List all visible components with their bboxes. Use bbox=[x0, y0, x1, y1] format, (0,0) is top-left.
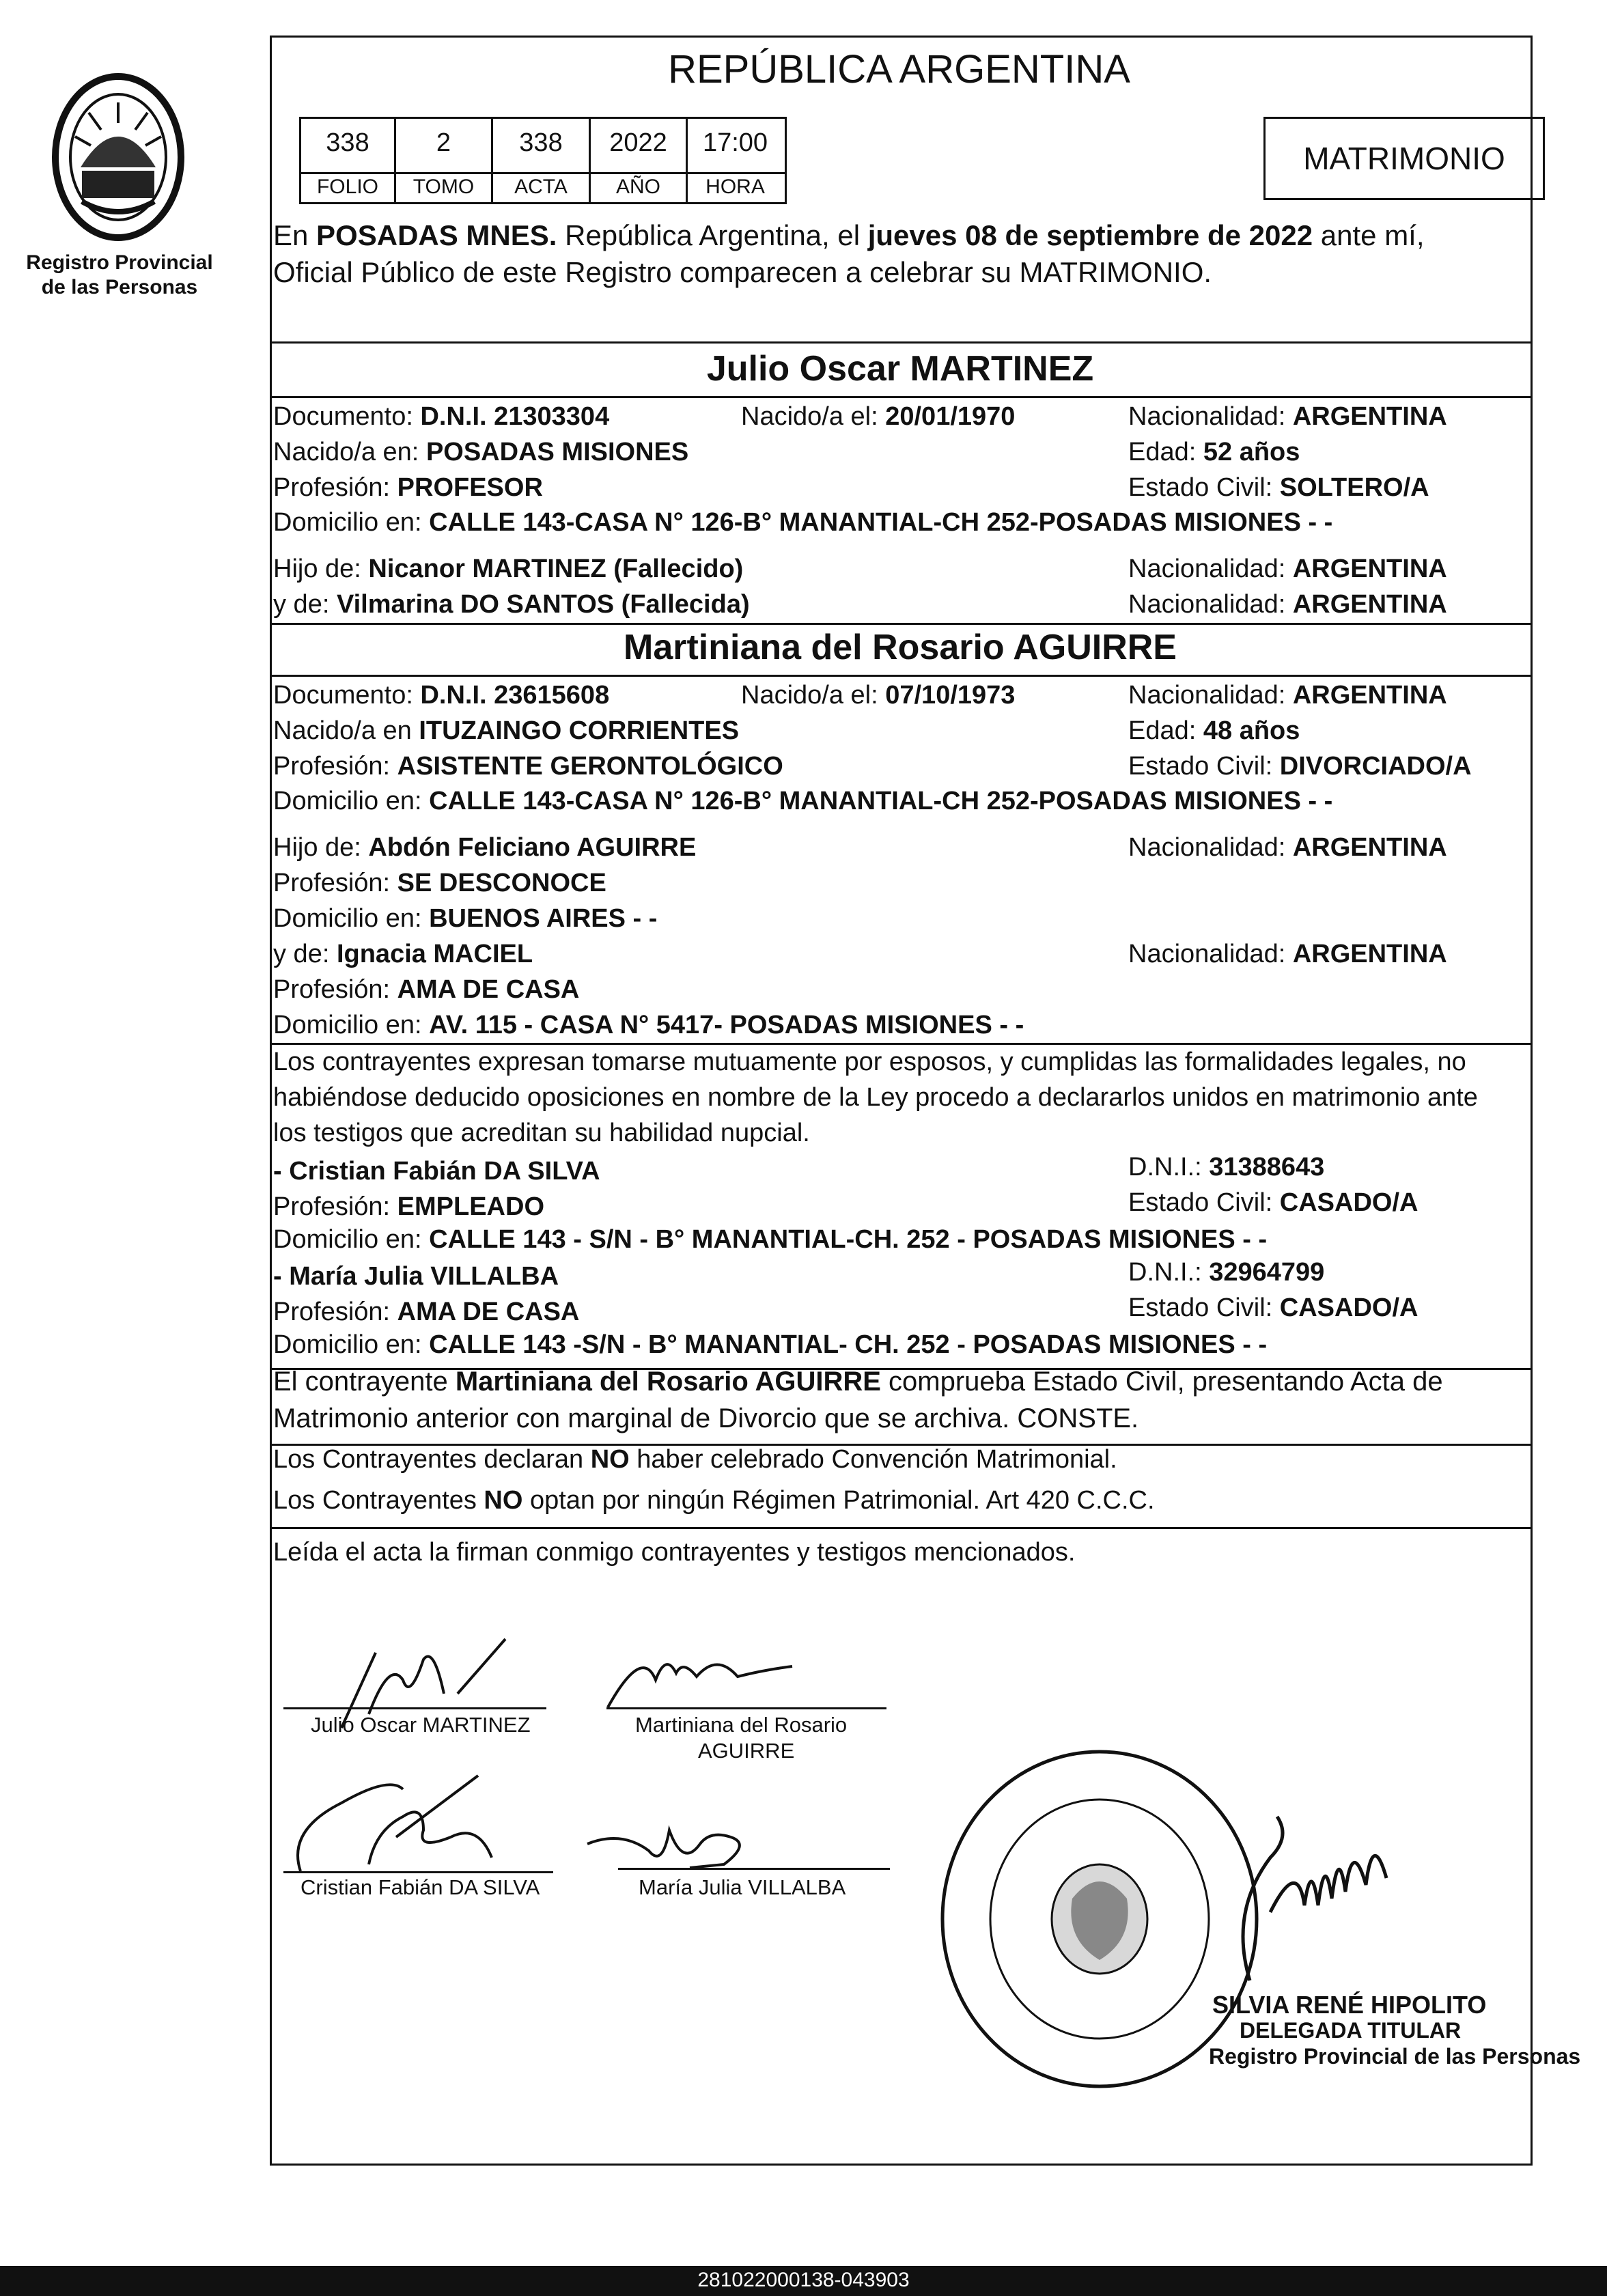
convention-line-2: Los Contrayentes NO optan por ningún Régimen Patrimonial. Art 420 C.C.C. bbox=[273, 1486, 1155, 1515]
groom-father: Hijo de: Nicanor MARTINEZ (Fallecido) bbox=[273, 555, 744, 583]
intro-line-2: Oficial Público de este Registro comparecen a celebrar su MATRIMONIO. bbox=[273, 256, 1212, 288]
seal-caption-2: de las Personas bbox=[41, 276, 198, 298]
intro-line-1: En POSADAS MNES. República Argentina, el jueves 08 de septiembre de 2022 ante mí, bbox=[273, 219, 1425, 251]
groom-birthplace: Nacido/a en: POSADAS MISIONES bbox=[273, 438, 689, 466]
officer-title: DELEGADA TITULAR bbox=[1240, 2018, 1462, 2043]
witness2-signature-name: María Julia VILLALBA bbox=[639, 1875, 846, 1899]
bride-father-addr: Domicilio en: BUENOS AIRES - - bbox=[273, 904, 658, 933]
province-seal bbox=[40, 65, 197, 249]
witness-1-prof: Profesión: EMPLEADO bbox=[273, 1192, 545, 1221]
officer-name: SILVIA RENÉ HIPOLITO bbox=[1212, 1991, 1487, 2019]
acta-value: 338 bbox=[519, 128, 563, 157]
declaration-line-2: habiéndose deducido oposiciones en nombre de la Ley procedo a declararlos unidos en matrimonio ante bbox=[273, 1083, 1478, 1112]
bride-father-nat: Nacionalidad: ARGENTINA bbox=[1128, 833, 1447, 862]
groom-mother-nat: Nacionalidad: ARGENTINA bbox=[1128, 590, 1447, 619]
witness1-signature-name: Cristian Fabián DA SILVA bbox=[301, 1875, 540, 1899]
witness-2-prof: Profesión: AMA DE CASA bbox=[273, 1298, 580, 1326]
anio-label: AÑO bbox=[615, 176, 660, 198]
hora-value: 17:00 bbox=[702, 128, 768, 157]
tomo-label: TOMO bbox=[413, 176, 475, 198]
note-line-1: El contrayente Martiniana del Rosario AGUIRRE comprueba Estado Civil, presentando Acta de bbox=[273, 1367, 1443, 1397]
declaration-line-1: Los contrayentes expresan tomarse mutuamente por esposos, y cumplidas las formalidades legales, no bbox=[273, 1048, 1466, 1076]
bride-mother: y de: Ignacia MACIEL bbox=[273, 940, 533, 968]
bride-doc: Documento: D.N.I. 23615608 bbox=[273, 681, 610, 710]
bride-father: Hijo de: Abdón Feliciano AGUIRRE bbox=[273, 833, 697, 862]
groom-address: Domicilio en: CALLE 143-CASA N° 126-B° MANANTIAL-CH 252-POSADAS MISIONES - - bbox=[273, 508, 1333, 537]
convention-line-1: Los Contrayentes declaran NO haber celebrado Convención Matrimonial. bbox=[273, 1445, 1117, 1474]
witness-2-addr: Domicilio en: CALLE 143 -S/N - B° MANANTIAL- CH. 252 - POSADAS MISIONES - - bbox=[273, 1330, 1268, 1359]
hora-label: HORA bbox=[705, 176, 765, 198]
groom-mother: y de: Vilmarina DO SANTOS (Fallecida) bbox=[273, 590, 750, 619]
folio-label: FOLIO bbox=[316, 176, 378, 198]
tomo-value: 2 bbox=[436, 128, 451, 157]
officer-signature bbox=[1202, 1776, 1448, 1994]
groom-name: Julio Oscar MARTINEZ bbox=[706, 349, 1094, 389]
groom-age: Edad: 52 años bbox=[1128, 438, 1300, 466]
groom-signature-name: Julio Oscar MARTINEZ bbox=[311, 1713, 531, 1737]
witness-2-civil: Estado Civil: CASADO/A bbox=[1128, 1293, 1419, 1322]
witness-1-name: - Cristian Fabián DA SILVA bbox=[273, 1157, 600, 1186]
seal-emblem-icon bbox=[40, 65, 197, 249]
bride-civil: Estado Civil: DIVORCIADO/A bbox=[1128, 752, 1472, 781]
bride-signature-name-1: Martiniana del Rosario bbox=[635, 1713, 848, 1737]
act-type-box: MATRIMONIO bbox=[1263, 117, 1545, 200]
bride-name: Martiniana del Rosario AGUIRRE bbox=[624, 628, 1177, 667]
bride-birthplace: Nacido/a en ITUZAINGO CORRIENTES bbox=[273, 716, 740, 745]
witness-2-name: - María Julia VILLALBA bbox=[273, 1262, 559, 1291]
seal-caption-1: Registro Provincial bbox=[26, 251, 213, 274]
bride-born: Nacido/a el: 07/10/1973 bbox=[741, 681, 1016, 710]
bride-mother-nat: Nacionalidad: ARGENTINA bbox=[1128, 940, 1447, 968]
groom-civil: Estado Civil: SOLTERO/A bbox=[1128, 473, 1429, 502]
bride-signature bbox=[601, 1639, 820, 1714]
closing-text: Leída el acta la firman conmigo contrayentes y testigos mencionados. bbox=[273, 1538, 1076, 1567]
bride-prof: Profesión: ASISTENTE GERONTOLÓGICO bbox=[273, 752, 783, 781]
witness-2-dni: D.N.I.: 32964799 bbox=[1128, 1258, 1325, 1287]
bride-mother-prof: Profesión: AMA DE CASA bbox=[273, 975, 580, 1004]
groom-nat: Nacionalidad: ARGENTINA bbox=[1128, 402, 1447, 431]
bride-signature-name-2: AGUIRRE bbox=[698, 1739, 795, 1763]
officer-office: Registro Provincial de las Personas bbox=[1209, 2044, 1581, 2069]
bride-age: Edad: 48 años bbox=[1128, 716, 1300, 745]
groom-doc: Documento: D.N.I. 21303304 bbox=[273, 402, 610, 431]
groom-prof: Profesión: PROFESOR bbox=[273, 473, 543, 502]
folio-value: 338 bbox=[326, 128, 369, 157]
witness1-signature bbox=[287, 1762, 519, 1878]
bride-father-prof: Profesión: SE DESCONOCE bbox=[273, 869, 606, 897]
groom-father-nat: Nacionalidad: ARGENTINA bbox=[1128, 555, 1447, 583]
bride-address: Domicilio en: CALLE 143-CASA N° 126-B° MANANTIAL-CH 252-POSADAS MISIONES - - bbox=[273, 787, 1333, 815]
bride-mother-addr: Domicilio en: AV. 115 - CASA N° 5417- POSADAS MISIONES - - bbox=[273, 1011, 1024, 1039]
country-title: REPÚBLICA ARGENTINA bbox=[668, 47, 1130, 92]
groom-born: Nacido/a el: 20/01/1970 bbox=[741, 402, 1016, 431]
acta-label: ACTA bbox=[514, 176, 568, 198]
witness-1-addr: Domicilio en: CALLE 143 - S/N - B° MANANTIAL-CH. 252 - POSADAS MISIONES - - bbox=[273, 1225, 1268, 1254]
witness-1-dni: D.N.I.: 31388643 bbox=[1128, 1153, 1325, 1181]
anio-value: 2022 bbox=[609, 128, 667, 157]
witness2-signature bbox=[581, 1803, 785, 1878]
declaration-line-3: los testigos que acreditan su habilidad nupcial. bbox=[273, 1119, 810, 1147]
bride-nat: Nacionalidad: ARGENTINA bbox=[1128, 681, 1447, 710]
witness-1-civil: Estado Civil: CASADO/A bbox=[1128, 1188, 1419, 1217]
footer-code: 281022000138-043903 bbox=[697, 2269, 910, 2291]
note-line-2: Matrimonio anterior con marginal de Divorcio que se archiva. CONSTE. bbox=[273, 1403, 1139, 1433]
